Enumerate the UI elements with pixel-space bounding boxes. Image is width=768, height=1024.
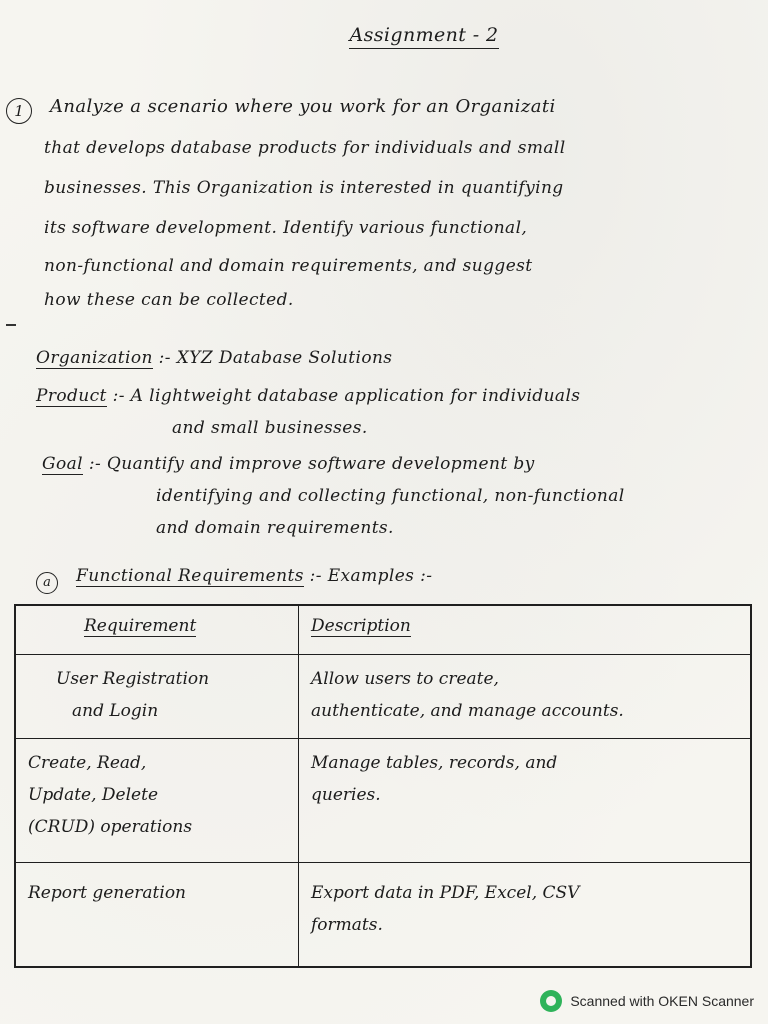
requirements-table <box>14 604 752 968</box>
oken-logo-icon <box>540 990 562 1012</box>
product-label: Product <box>36 386 107 406</box>
question-line-1: Analyze a scenario where you work for an Organizati <box>50 96 556 117</box>
organization-row <box>36 348 392 368</box>
product-value-line2: and small businesses. <box>172 418 368 438</box>
description-line: authenticate, and manage accounts. <box>311 701 624 721</box>
question-line-4: its software development. Identify various functional, <box>44 218 528 238</box>
requirement-line: Update, Delete <box>28 785 159 805</box>
requirement-cell <box>15 863 299 967</box>
table-header-description <box>299 605 752 655</box>
table-row <box>15 739 751 863</box>
requirement-line: User Registration <box>56 669 210 689</box>
description-line: Allow users to create, <box>311 669 499 689</box>
description-line: Export data in PDF, Excel, CSV <box>311 883 580 903</box>
header-description-text: Description <box>311 616 411 636</box>
question-line-2: that develops database products for individuals and small <box>44 138 566 158</box>
goal-value-line1: :- Quantify and improve software development by <box>88 454 535 474</box>
requirement-line: (CRUD) operations <box>28 817 193 837</box>
question-number: 1 <box>6 98 32 124</box>
requirement-line: Create, Read, <box>28 753 147 773</box>
organization-label: Organization <box>36 348 153 368</box>
scanner-text: Scanned with OKEN Scanner <box>570 993 754 1009</box>
product-row <box>36 386 580 406</box>
table-row <box>15 655 751 739</box>
description-line: formats. <box>311 915 383 935</box>
header-requirement-text: Requirement <box>84 616 197 636</box>
goal-label: Goal <box>42 454 83 474</box>
product-value-line1: :- A lightweight database application for individuals <box>112 386 581 406</box>
goal-value-line3: and domain requirements. <box>156 518 394 538</box>
title-text: Assignment - 2 <box>349 24 498 49</box>
description-cell <box>299 655 752 739</box>
section-a-heading: Functional Requirements <box>76 566 304 586</box>
description-line: queries. <box>311 785 381 805</box>
section-a-suffix: :- Examples :- <box>309 566 433 586</box>
goal-row <box>42 454 535 474</box>
table-header-requirement <box>15 605 299 655</box>
section-a-number: a <box>36 572 58 594</box>
requirement-cell <box>15 739 299 863</box>
organization-value: :- XYZ Database Solutions <box>158 348 393 368</box>
description-cell <box>299 863 752 967</box>
page-title <box>0 24 768 46</box>
table-header-row <box>15 605 751 655</box>
question-line-3: businesses. This Organization is interested in quantifying <box>44 178 564 198</box>
requirement-line: and Login <box>72 701 159 721</box>
table-row <box>15 863 751 967</box>
margin-dash <box>6 324 16 326</box>
scanner-watermark <box>540 990 754 1012</box>
requirement-cell <box>15 655 299 739</box>
description-cell <box>299 739 752 863</box>
question-line-6: how these can be collected. <box>44 290 294 310</box>
question-line-5: non-functional and domain requirements, and suggest <box>44 256 533 276</box>
section-a-heading-row <box>76 566 432 586</box>
goal-value-line2: identifying and collecting functional, non-functional <box>156 486 625 506</box>
requirement-line: Report generation <box>28 883 187 903</box>
description-line: Manage tables, records, and <box>311 753 558 773</box>
